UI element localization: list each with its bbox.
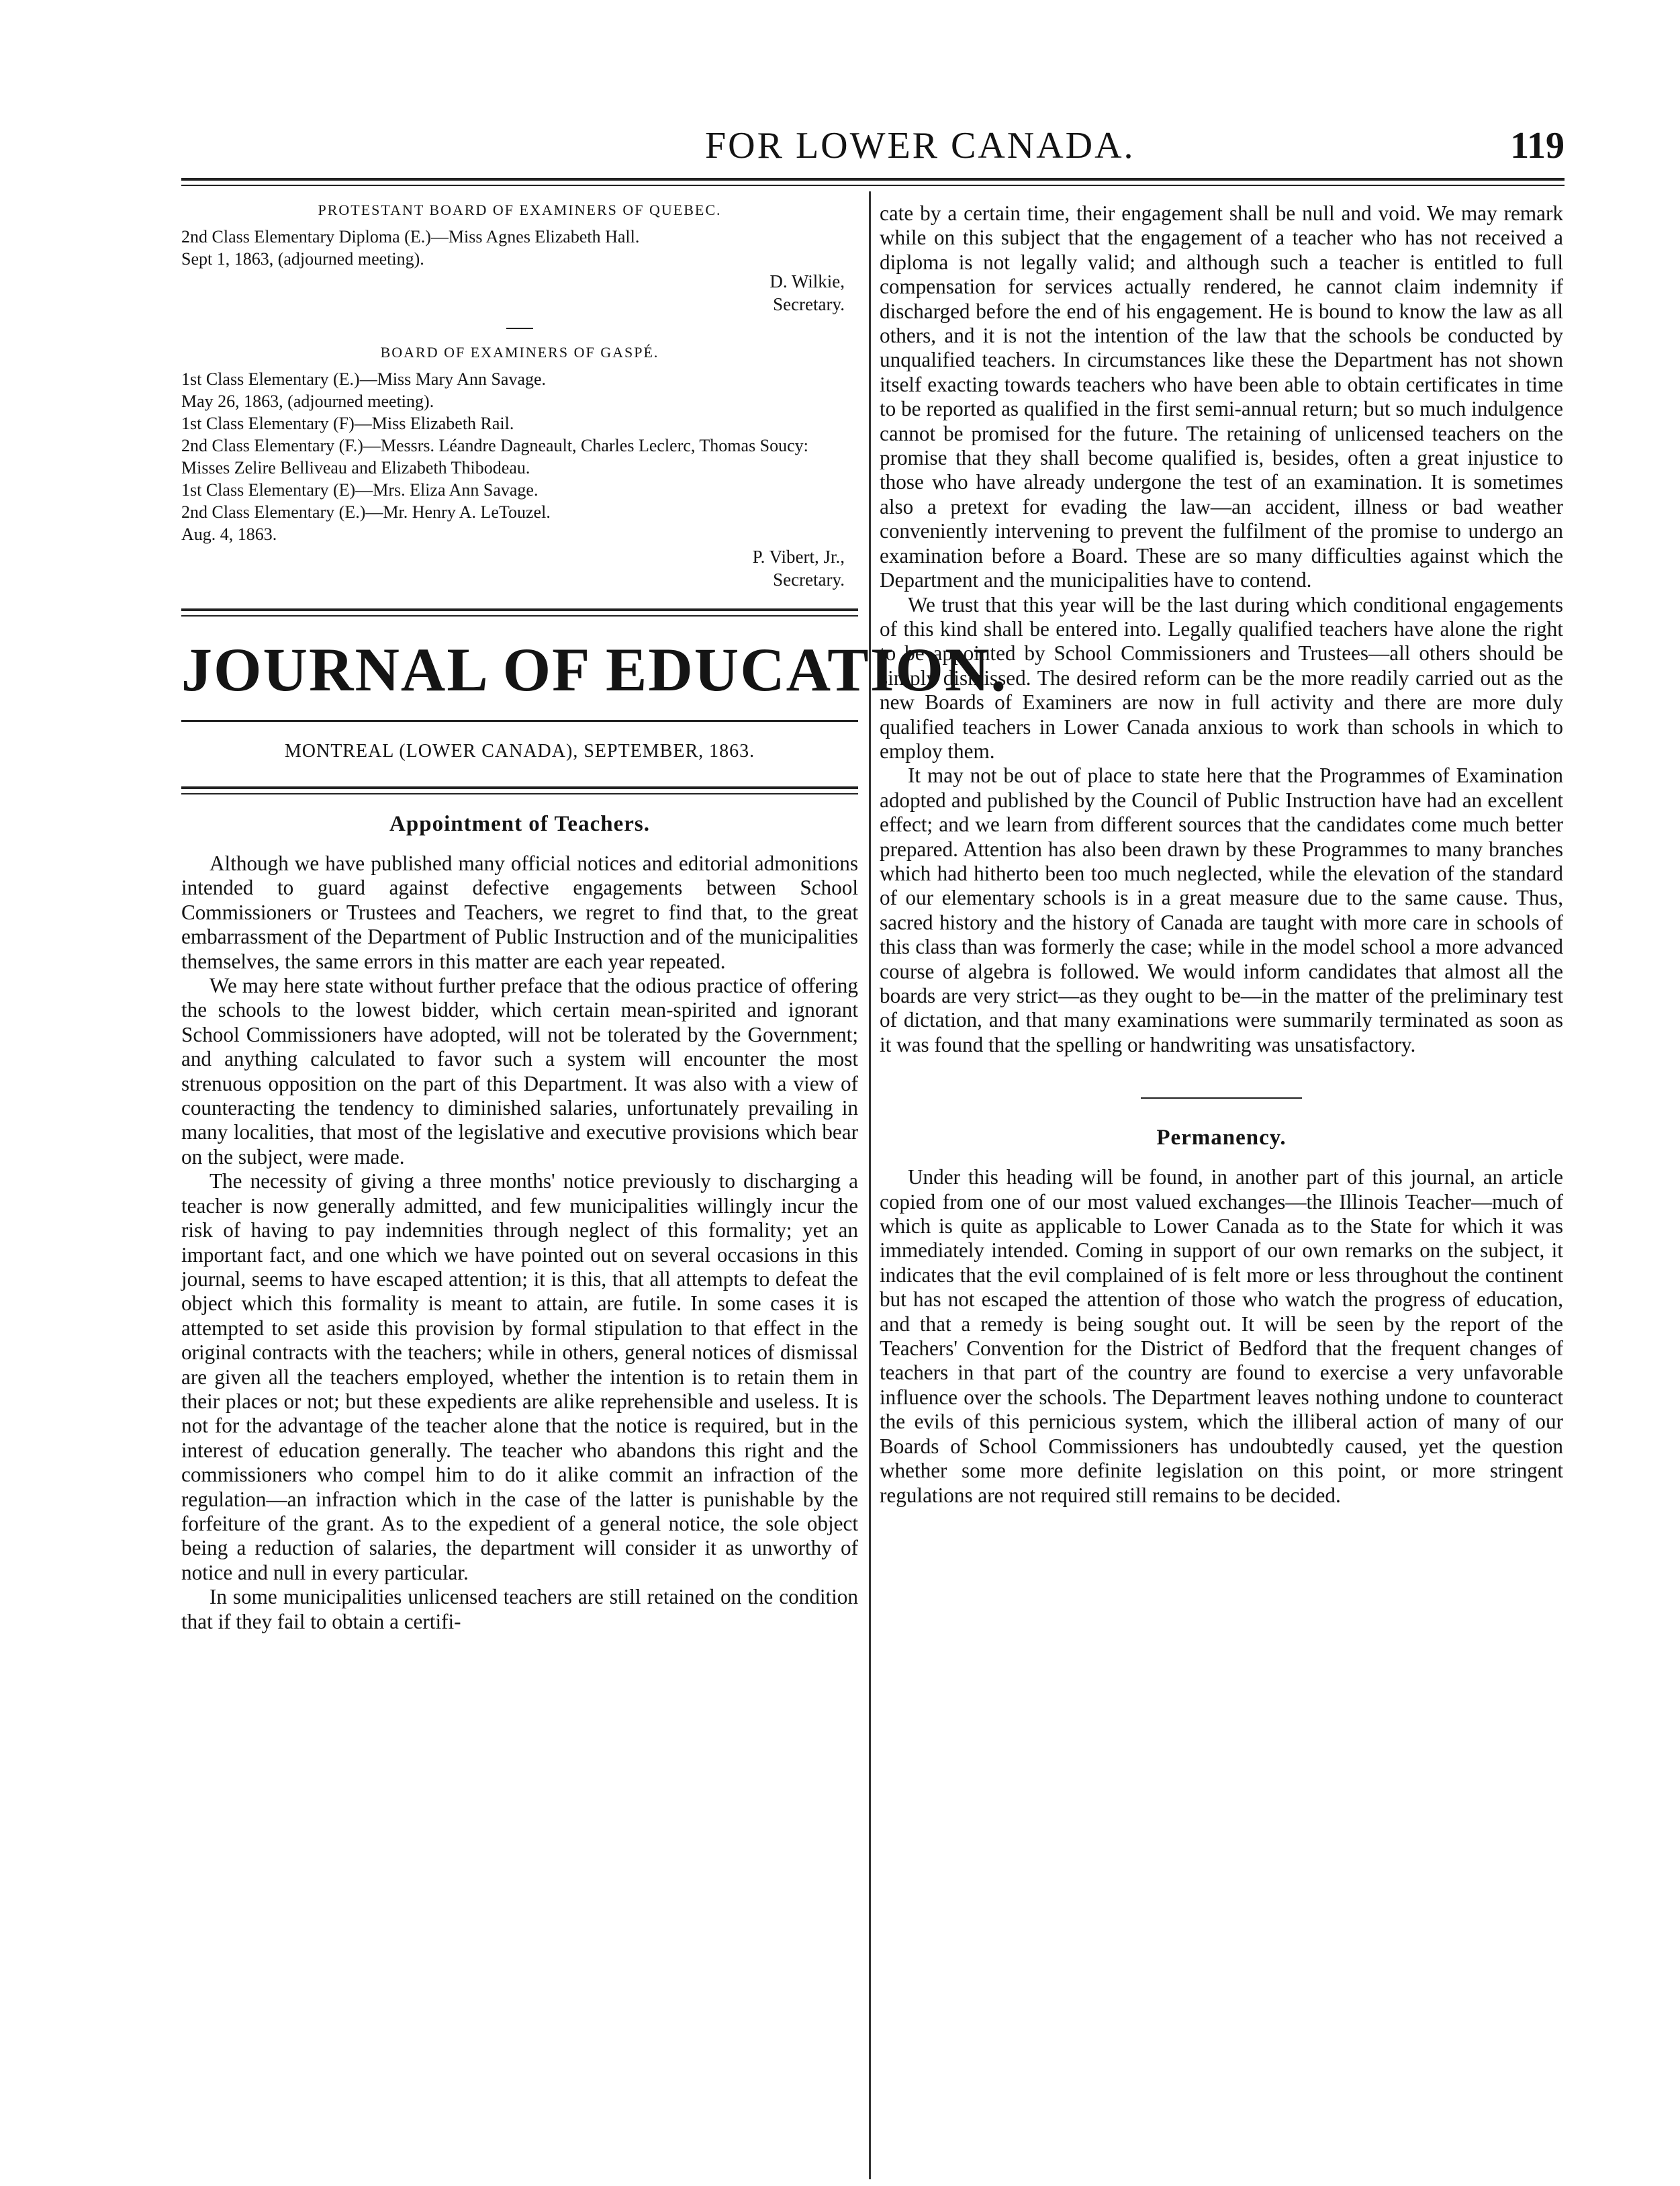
body-paragraph: Under this heading will be found, in another part of this journal, an article copied from one of our most valued exchanges—the Illinois Teacher—much of which is quite as applicable to Lower Canada as to the State for which it was immediately intended. Coming in support of our own remarks on the subject, it indicates that the evil complained of is felt more or less throughout the continent but has not escaped the attention of those who watch the progress of education, and that a remedy is being sought out. It will be seen by the report of the Teachers' Convention for the District of Bedford that the frequent changes of teachers in that part of the country are found to exercise a very unfavorable influence over the schools. The Department leaves nothing undone to counteract the evils of this pernicious system, which the illiberal action of many of our Boards of School Commissioners has undoubtedly caused, yet the question whether some more definite legislation on this point, or more stringent regulations are not required still remains to be decided. — [880, 1165, 1563, 1507]
notice-line: 2nd Class Elementary (F.)—Messrs. Léandre Dagneault, Charles Leclerc, Thomas Soucy: Misses Zelire Belliveau and Elizabeth Thibodeau. — [181, 436, 808, 477]
body-paragraph: We trust that this year will be the last during which conditional engagements of this kind shall be entered into. Legally qualified teachers have alone the right to be appointed by School Commissioners and Trustees—all others should be simply dismissed. The desired reform can be the more readily carried out as the new Boards of Examiners are now in full activity and there are more duly qualified teachers in Lower Canada anxious to work than schools in which to employ them. — [880, 592, 1563, 763]
right-column — [880, 201, 1563, 1508]
signature-name: P. Vibert, Jr., — [752, 547, 845, 567]
body-paragraph: In some municipalities unlicensed teachers are still retained on the condition that if they fail to obtain a certifi- — [181, 1585, 858, 1633]
masthead-rule-bottom — [181, 786, 858, 794]
running-head — [181, 111, 1565, 171]
signature-title: Secretary. — [773, 570, 845, 590]
notice-line: 1st Class Elementary (E.)—Miss Mary Ann Savage. — [181, 369, 547, 389]
masthead-title: JOURNAL OF EDUCATION. — [181, 635, 1008, 704]
column-divider — [869, 191, 871, 2179]
body-paragraph: Although we have published many official notices and editorial admonitions intended to guard against defective engagements between School Commissioners or Trustees and Teachers, we regret to find that, to the great embarrassment of the Department of Public Instruction and of the municipalities themselves, the same errors in this matter are each year repeated. — [181, 852, 858, 973]
notice-line: 2nd Class Elementary Diploma (E.)—Miss Agnes Elizabeth Hall. — [181, 227, 640, 246]
section-heading-appointment: Appointment of Teachers. — [389, 812, 650, 836]
notice-quebec — [181, 201, 858, 316]
notice-line: 2nd Class Elementary (E.)—Mr. Henry A. LeTouzel. — [181, 502, 551, 522]
body-paragraph: The necessity of giving a three months' notice previously to discharging a teacher is now generally admitted, and few municipalities willingly incur the risk of having to pay indemnities through neglect of this formality; yet an important fact, and one which we have pointed out on several occasions in this journal, seems to have escaped attention; it is this, that all attempts to defeat the object which this formality is meant to attain, are futile. In some cases it is attempted to set aside this provision by formal stipulation to that effect in the original contracts with the teachers; while in others, general notices of dismissal are given all the teachers employed, whether the intention is to retain them in their places or not; but these expedients are alike reprehensible and useless. It is not for the advantage of the teacher alone that the notice is required, but in the interest of education generally. The teacher who abandons this right and the commissioners who compel him to do it alike commit an infraction of the regulation—an infraction which in the case of the latter is punishable by the forfeiture of the grant. As to the expedient of a general notice, the sole object being a reduction of salaries, the department will consider it as unworthy of notice and null in every particular. — [181, 1169, 858, 1584]
notice-line: 1st Class Elementary (E)—Mrs. Eliza Ann Savage. — [181, 480, 539, 500]
notice-line: Sept 1, 1863, (adjourned meeting). — [181, 249, 424, 269]
notice-heading: BOARD OF EXAMINERS OF GASPÉ. — [380, 344, 659, 361]
signature-title: Secretary. — [773, 294, 845, 314]
notice-heading: PROTESTANT BOARD OF EXAMINERS OF QUEBEC. — [318, 201, 722, 218]
body-paragraph-continued: cate by a certain time, their engagement shall be null and void. We may remark while on this subject that the engagement of a teacher who has not received a diploma is not legally valid; and although such a teacher is entitled to full compensation for services actually rendered, he cannot claim indemnity if discharged before the end of his engagement. He is bound to know the law as all others, and it is not the intention of the law that the schools be conducted by unqualified teachers. In circumstances like these the Department has not shown itself exacting towards teachers who have been able to obtain certificates in time to be reported as qualified in the first semi-annual return; but so much indulgence cannot be promised for the future. The retaining of unlicensed teachers on the promise that they shall become qualified is, besides, often a great injustice to those who have already undergone the test of an examination. It is sometimes also a pretext for evading the law—an accident, illness or bad weather conveniently intervening to prevent the fulfilment of the promise to undergo an examination before a Board. These are so many difficulties against which the Department and the municipalities have to contend. — [880, 201, 1563, 592]
body-paragraph: It may not be out of place to state here that the Programmes of Examination adopted and published by the Council of Public Instruction have had an excellent effect; and we learn from different sources that the candidates come much better prepared. Attention has also been drawn by these Programmes to many branches which had hitherto been too much neglected, while the elevation of the standard of our elementary schools is in a great measure due to the same cause. Thus, sacred history and the history of Canada are taught with more care in schools of this class than was formerly the case; while in the model school a more advanced course of algebra is followed. We would inform candidates that almost all the boards are very strict—as they ought to be—in the matter of the preliminary test of dictation, and that many examinations were summarily terminated as soon as it was found that the spelling or handwriting was unsatisfactory. — [880, 764, 1563, 1056]
header-rule — [181, 178, 1565, 186]
signature-name: D. Wilkie, — [769, 271, 845, 291]
masthead-rule-middle — [181, 720, 858, 722]
section-separator — [1141, 1097, 1302, 1099]
notice-line: 1st Class Elementary (F)—Miss Elizabeth Rail. — [181, 414, 514, 433]
section-heading-permanency: Permanency. — [1156, 1126, 1287, 1150]
notice-separator — [506, 328, 533, 329]
masthead-rule-top — [181, 608, 858, 617]
page-number: 119 — [1510, 125, 1565, 167]
notice-line: Aug. 4, 1863. — [181, 525, 277, 544]
notice-line: May 26, 1863, (adjourned meeting). — [181, 392, 434, 411]
running-head-title: FOR LOWER CANADA. — [705, 125, 1135, 167]
masthead-dateline: MONTREAL (LOWER CANADA), SEPTEMBER, 1863. — [284, 741, 755, 762]
left-column — [181, 201, 1008, 1634]
body-paragraph: We may here state without further preface that the odious practice of offering the schools to the lowest bidder, which certain mean-spirited and ignorant School Commissioners have adopted, will not be tolerated by the Government; and anything calculated to favor such a system will encounter the most strenuous opposition on the part of this Department. It was also with a view of counteracting the tendency to diminished salaries, unfortunately prevailing in many localities, that most of the legislative and executive provisions which bear on the subject, were made. — [181, 974, 858, 1169]
notice-gaspe — [181, 344, 858, 591]
